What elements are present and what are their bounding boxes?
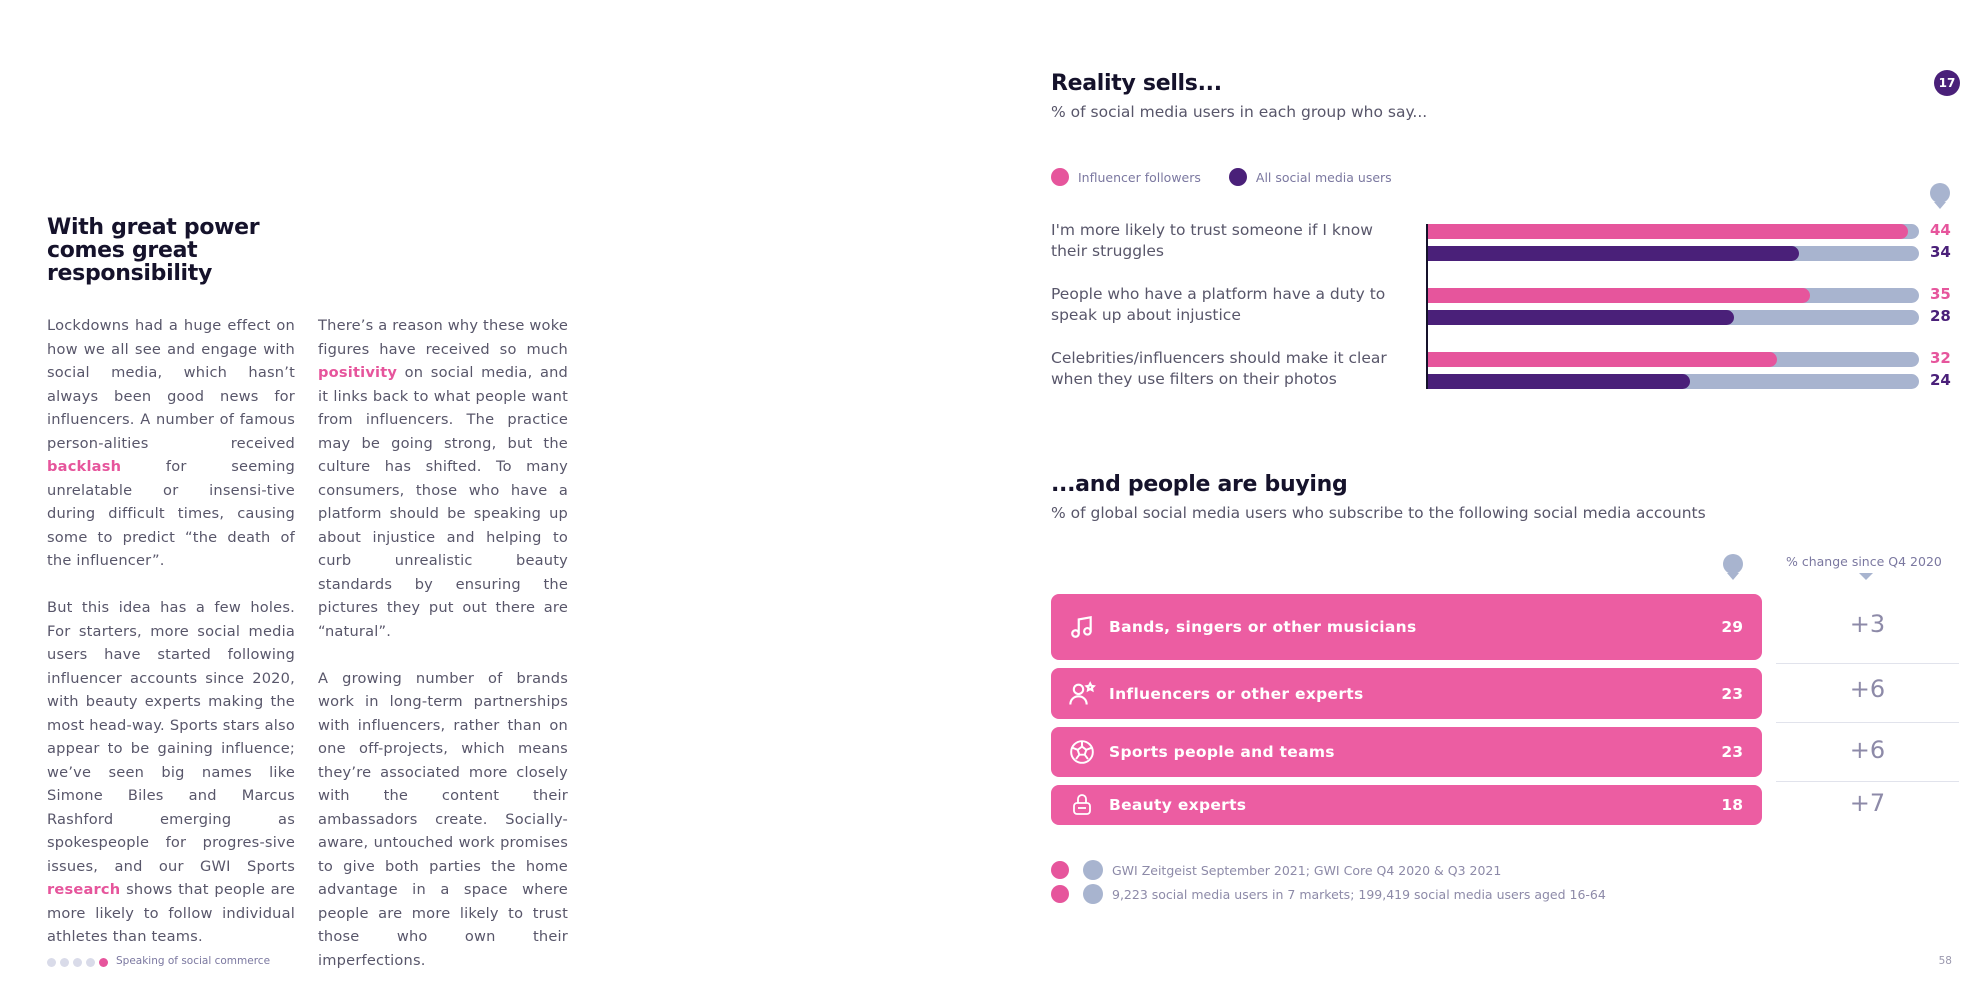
section1-title: Reality sells... <box>1051 71 1222 96</box>
row-divider <box>1776 663 1959 664</box>
cosmetics-icon <box>1067 790 1097 820</box>
paragraph-text: on social media, and it links back to what people want from influencers. The practice may be going strong, but the culture has shifted. To many consumers, those who have a platform should be speaking up about injustice and helping to curb unrealistic beauty standards by ensuring the pictures they put out there are “natural”. <box>318 364 568 640</box>
paragraph-text: shows that people are more likely to follow individual athletes than teams. <box>47 881 295 945</box>
account-row-sports <box>1051 727 1762 777</box>
map-pin-icon <box>1930 183 1950 209</box>
bar-all-users <box>1428 374 1690 389</box>
account-label: Sports people and teams <box>1109 743 1335 761</box>
paragraph-text: There’s a reason why these woke figures have received so much <box>318 317 568 358</box>
legend-item-influencer-followers <box>1051 168 1201 186</box>
progress-dot <box>47 958 56 967</box>
text-column-1 <box>47 314 295 972</box>
legend-label: Influencer followers <box>1078 169 1201 185</box>
paragraph <box>318 314 568 643</box>
bar-value-label: 35 <box>1930 285 1951 303</box>
bar-value-label: 44 <box>1930 221 1951 239</box>
change-column-header: % change since Q4 2020 <box>1786 554 1942 569</box>
person-star-icon <box>1067 679 1097 709</box>
account-value: 23 <box>1721 743 1743 761</box>
row-divider <box>1776 781 1959 782</box>
question-icon <box>1083 860 1103 880</box>
backlash-link[interactable]: backlash <box>47 458 122 475</box>
footer-section-label: Speaking of social commerce <box>116 955 271 967</box>
account-label: Bands, singers or other musicians <box>1109 618 1417 636</box>
bar-value-label: 34 <box>1930 243 1951 261</box>
bar-track <box>1428 224 1919 239</box>
change-value: +7 <box>1849 789 1886 817</box>
account-label: Beauty experts <box>1109 796 1247 814</box>
page-progress-dots <box>47 958 108 967</box>
chevron-down-icon <box>1859 573 1873 580</box>
change-value: +3 <box>1849 610 1886 638</box>
row-divider <box>1776 722 1959 723</box>
base-marker <box>1051 885 1069 903</box>
base-text: 9,223 social media users in 7 markets; 199,419 social media users aged 16-64 <box>1112 886 1606 902</box>
legend-item-all-users <box>1229 168 1392 186</box>
bar-value-label: 24 <box>1930 371 1951 389</box>
account-label: Influencers or other experts <box>1109 684 1364 703</box>
source-line <box>1051 860 1501 880</box>
change-value: +6 <box>1849 675 1886 703</box>
progress-dot <box>60 958 69 967</box>
bar-value-label: 28 <box>1930 307 1951 325</box>
positivity-link[interactable]: positivity <box>318 364 398 381</box>
bar-influencer-followers <box>1428 288 1810 303</box>
paragraph: A growing number of brands work in long-term partnerships with influencers, rather than on one off-projects, which means they’re associated more closely with the content their ambassadors create. Socially-aware, untouched work promises to give both parties the home advantage in a space where people are more likely to trust those who own their imperfections. <box>318 669 568 969</box>
section1-subtitle: % of social media users in each group who say... <box>1051 103 1428 121</box>
section2-title: ...and people are buying <box>1051 472 1348 497</box>
account-row-influencers <box>1051 668 1762 719</box>
legend-swatch <box>1229 168 1247 186</box>
people-icon <box>1083 884 1103 904</box>
progress-dot-active <box>99 958 108 967</box>
bar-all-users <box>1428 310 1734 325</box>
question-label: People who have a platform have a duty to speak up about injustice <box>1051 285 1386 324</box>
map-pin-icon <box>1723 554 1743 580</box>
page-number: 58 <box>1938 955 1952 967</box>
music-note-icon <box>1067 612 1097 642</box>
source-text: GWI Zeitgeist September 2021; GWI Core Q4 2020 & Q3 2021 <box>1112 862 1502 878</box>
legend-swatch <box>1051 168 1069 186</box>
bar-track <box>1428 310 1919 325</box>
account-value: 23 <box>1721 684 1743 703</box>
account-value: 18 <box>1721 796 1743 814</box>
progress-dot <box>86 958 95 967</box>
bar-influencer-followers <box>1428 352 1777 367</box>
chart-legend <box>1051 168 1420 186</box>
chart-number-badge: 17 <box>1934 70 1960 96</box>
legend-label: All social media users <box>1255 169 1392 185</box>
article-heading: With great power comes great responsibility <box>47 215 260 286</box>
bar-track <box>1428 352 1919 367</box>
account-row-beauty <box>1051 785 1762 825</box>
question-label: Celebrities/influencers should make it clear when they use filters on their photos <box>1051 349 1387 388</box>
paragraph <box>47 314 295 573</box>
account-row-musicians <box>1051 594 1762 660</box>
paragraph-text: But this idea has a few holes. For starters, more social media users have started following influencer accounts since 2020, with beauty experts making the most head-way. Sports stars also appear to be gaining influence; we’ve seen big names like Simone Biles and Marcus Rashford emerging as spokespeople for progres-sive issues, and our GWI Sports <box>47 599 295 875</box>
bar-track <box>1428 288 1919 303</box>
source-marker <box>1051 861 1069 879</box>
paragraph-text: Lockdowns had a huge effect on how we all see and engage with social media, which hasn’t always been good news for influencers. A number of famous person-alities received <box>47 317 295 452</box>
bar-value-label: 32 <box>1930 349 1951 367</box>
change-value: +6 <box>1849 736 1886 764</box>
bar-track <box>1428 246 1919 261</box>
section2-subtitle: % of global social media users who subscribe to the following social media accounts <box>1051 504 1706 522</box>
question-label: I'm more likely to trust someone if I know their struggles <box>1051 221 1373 260</box>
paragraph <box>47 596 295 949</box>
research-link[interactable]: research <box>47 881 121 898</box>
text-column-2 <box>318 314 568 992</box>
base-line <box>1051 884 1606 904</box>
progress-dot <box>73 958 82 967</box>
paragraph-text: for seeming unrelatable or insensi-tive during difficult times, causing some to predict “the death of the influencer”. <box>47 458 295 569</box>
soccer-ball-icon <box>1067 737 1097 767</box>
bar-influencer-followers <box>1428 224 1908 239</box>
bar-all-users <box>1428 246 1799 261</box>
account-value: 29 <box>1721 618 1743 636</box>
bar-track <box>1428 374 1919 389</box>
